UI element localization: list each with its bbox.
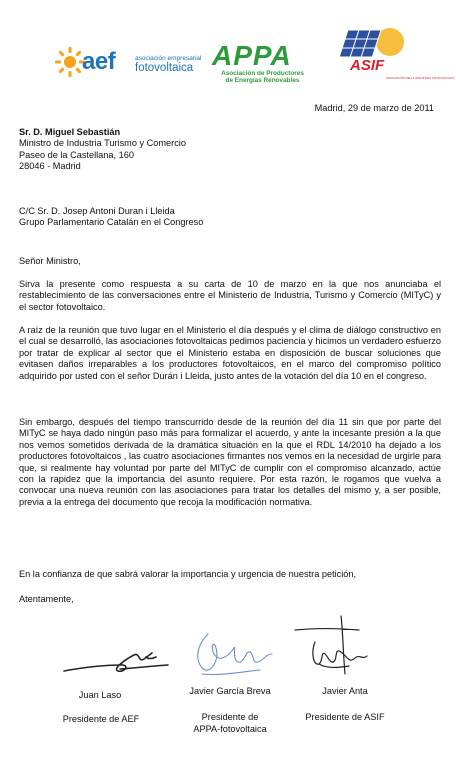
signatory-1-title: Presidente de AEF [62, 714, 140, 724]
closing-line: En la confianza de que sabrá valorar la importancia y urgencia de nuestra petición, [19, 569, 357, 579]
signoff: Atentamente, [19, 594, 74, 604]
signature-javier-anta [285, 612, 375, 682]
signatory-2-name: Javier García Breva [189, 686, 271, 696]
signatory-2-title-line1: Presidente de [201, 712, 259, 722]
signatory-3-name: Javier Anta [322, 686, 368, 696]
aef-logo [54, 42, 204, 82]
paragraph-2: A raíz de la reunión que tuvo lugar en el Ministerio el día después y el clima de diálogo constructivo en el cual se desarrolló, las asociaciones fotovoltaicas pedimos paciencia y hicimos un verdadero esfuerzo por tratar de explicar al sector que el Ministerio estaba en disposición de buscar soluciones que evitasen daños irreparables a los productores fotovoltaicos, en el marco del compromiso político adquirido por usted con el señor Durán i Lleida, justo antes de la votación del día 10 en el congreso. [19, 325, 441, 381]
recipient-block [19, 127, 186, 173]
asif-logo [320, 24, 455, 82]
cc-line1: C/C Sr. D. Josep Antoni Duran i Lleida [19, 206, 175, 216]
recipient-name: Sr. D. Miguel Sebastián [19, 127, 121, 137]
appa-line1: Asociación de Productores [221, 70, 304, 77]
signatory-2-title-line2: APPA-fotovoltaica [193, 724, 267, 734]
signatory-1-name: Juan Laso [78, 690, 122, 700]
asif-brand: ASIF [350, 57, 385, 74]
paragraph-1: Sirva la presente como respuesta a su carta de 10 de marzo en la que nos anunciaba el restablecimiento de las conversaciones entre el Ministerio de Industria, Turismo y Comercio (MITyC) y el sector fotovoltaico. [19, 279, 441, 312]
aef-line2: fotovoltaica [135, 62, 194, 74]
aef-brand: aef [82, 48, 116, 75]
recipient-line1: Ministro de Industria Turismo y Comercio [19, 138, 186, 149]
salutation: Señor Ministro, [19, 256, 81, 266]
signature-juan-laso [60, 635, 175, 680]
recipient-line2: Paseo de la Castellana, 160 [19, 149, 134, 160]
recipient-line3: 28046 - Madrid [19, 161, 81, 172]
signature-javier-garcia-breva [180, 620, 280, 682]
appa-logo [210, 40, 315, 90]
appa-brand: APPA [212, 40, 292, 71]
date-line: Madrid, 29 de marzo de 2011 [314, 103, 434, 113]
signatory-3-title: Presidente de ASIF [305, 712, 385, 722]
asif-tagline: ASOCIACIÓN DE LA INDUSTRIA FOTOVOLTAICA [386, 76, 455, 80]
cc-block [19, 206, 203, 229]
paragraph-3: Sin embargo, después del tiempo transcurrido desde de la reunión del día 11 sin que por parte del MITyC se haya dado ningún paso más para formalizar el acuerdo, y ante la incesante presión a la que nos vemos sometidos derivada de la dramática situación en la que el RDL 14/2010 ha dejado a los productores fotovoltaicos , las cuatro asociaciones firmantes nos vemos en la necesidad de urgirle para que, si realmente hay voluntad por parte del MITyC de cumplir con el compromiso alcanzado, actúe con la rapidez que la importancia del asunto requiere. Por esta razón, le rogamos que vuelva a convocar una nueva reunión con las asociaciones para tratar los detalles del mismo y, a ser posible, previa a la entrega del documento que recoja la modificación normativa. [19, 417, 441, 507]
aef-line1: asociación empresarial [135, 55, 202, 62]
appa-line2: de Energías Renovables [225, 77, 300, 84]
cc-line2: Grupo Parlamentario Catalán en el Congreso [19, 217, 204, 228]
